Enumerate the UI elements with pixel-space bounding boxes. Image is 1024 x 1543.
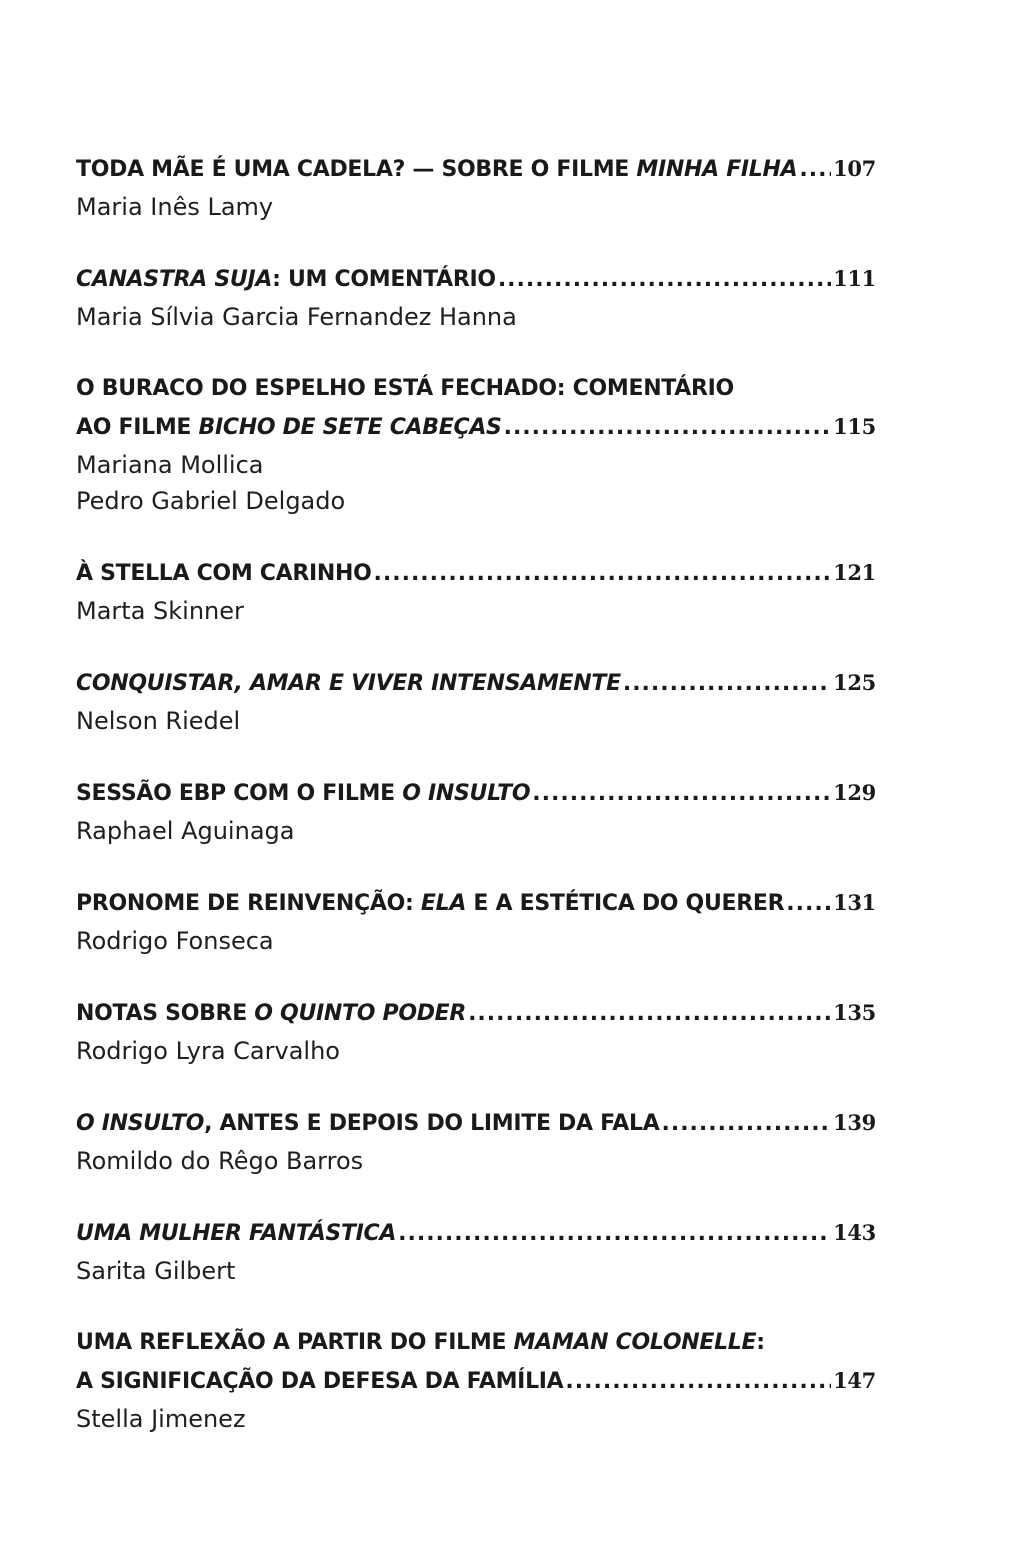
dot-leader bbox=[398, 1215, 831, 1253]
toc-entry-title bbox=[76, 408, 876, 447]
toc-author: Rodrigo Fonseca bbox=[76, 927, 274, 955]
toc-entry bbox=[76, 554, 876, 629]
toc-entry bbox=[76, 774, 876, 849]
toc-title-text: SESSÃO EBP COM O FILME O INSULTO bbox=[76, 781, 531, 806]
toc-page-number: 131 bbox=[833, 890, 876, 915]
toc-entry bbox=[76, 664, 876, 739]
toc-entry-title bbox=[76, 1104, 876, 1143]
toc-title-text: A SIGNIFICAÇÃO DA DEFESA DA FAMÍLIA bbox=[76, 1369, 564, 1394]
toc-page-number: 115 bbox=[833, 414, 876, 439]
dot-leader bbox=[623, 665, 831, 703]
toc-author: Romildo do Rêgo Barros bbox=[76, 1147, 364, 1175]
toc-title-text: CANASTRA SUJA: UM COMENTÁRIO bbox=[76, 267, 496, 292]
toc-author: Marta Skinner bbox=[76, 597, 244, 625]
toc-page-number: 135 bbox=[833, 1000, 876, 1025]
toc-title-text: À STELLA COM CARINHO bbox=[76, 561, 372, 586]
toc-author: Maria Inês Lamy bbox=[76, 193, 274, 221]
toc-entry-title bbox=[76, 260, 876, 299]
toc-entry bbox=[76, 150, 876, 225]
toc-title-text: O INSULTO, ANTES E DEPOIS DO LIMITE DA FALA bbox=[76, 1111, 660, 1136]
toc-entry-title bbox=[76, 774, 876, 813]
toc-title-text: UMA MULHER FANTÁSTICA bbox=[76, 1221, 397, 1246]
toc-page-number: 147 bbox=[833, 1368, 876, 1393]
toc-entry-title bbox=[76, 1214, 876, 1253]
toc-entry bbox=[76, 1104, 876, 1179]
dot-leader bbox=[468, 995, 831, 1033]
toc-entry bbox=[76, 1324, 876, 1437]
toc-entry bbox=[76, 1214, 876, 1289]
toc-page-number: 121 bbox=[833, 560, 876, 585]
toc-author: Rodrigo Lyra Carvalho bbox=[76, 1037, 340, 1065]
dot-leader bbox=[799, 151, 831, 189]
dot-leader bbox=[374, 555, 832, 593]
toc-entry-title bbox=[76, 994, 876, 1033]
toc-author: Nelson Riedel bbox=[76, 707, 241, 735]
toc-author: Stella Jimenez bbox=[76, 1405, 246, 1433]
toc-entry-title bbox=[76, 664, 876, 703]
toc-page-number: 143 bbox=[833, 1220, 876, 1245]
toc-entry bbox=[76, 370, 876, 519]
toc-entry-title bbox=[76, 1362, 876, 1401]
dot-leader bbox=[565, 1363, 831, 1401]
toc-page-number: 129 bbox=[833, 780, 876, 805]
toc-page-number: 139 bbox=[833, 1110, 876, 1135]
toc-entry bbox=[76, 994, 876, 1069]
toc-author: Mariana Mollica bbox=[76, 451, 264, 479]
table-of-contents bbox=[76, 150, 876, 1472]
dot-leader bbox=[661, 1105, 831, 1143]
toc-title-text: AO FILME BICHO DE SETE CABEÇAS bbox=[76, 415, 502, 440]
toc-title-text: TODA MÃE É UMA CADELA? — SOBRE O FILME MINHA FILHA bbox=[76, 157, 798, 182]
toc-entry-title bbox=[76, 554, 876, 593]
toc-entry bbox=[76, 884, 876, 959]
toc-page-number: 107 bbox=[833, 156, 876, 181]
toc-entry-title-line1: O BURACO DO ESPELHO ESTÁ FECHADO: COMENTÁRIO bbox=[76, 376, 734, 401]
toc-author: Raphael Aguinaga bbox=[76, 817, 295, 845]
toc-title-text: NOTAS SOBRE O QUINTO PODER bbox=[76, 1001, 467, 1026]
dot-leader bbox=[498, 261, 831, 299]
toc-title-text: PRONOME DE REINVENÇÃO: ELA E A ESTÉTICA DO QUERER bbox=[76, 891, 785, 916]
toc-entry-title bbox=[76, 150, 876, 189]
toc-page-number: 125 bbox=[833, 670, 876, 695]
toc-entry bbox=[76, 260, 876, 335]
dot-leader bbox=[532, 775, 831, 813]
toc-entry-title bbox=[76, 884, 876, 923]
toc-title-text: CONQUISTAR, AMAR E VIVER INTENSAMENTE bbox=[76, 671, 621, 696]
dot-leader bbox=[504, 409, 831, 447]
dot-leader bbox=[786, 885, 831, 923]
toc-author: Maria Sílvia Garcia Fernandez Hanna bbox=[76, 303, 517, 331]
toc-entry-title-line1: UMA REFLEXÃO A PARTIR DO FILME MAMAN COLONELLE: bbox=[76, 1330, 765, 1355]
toc-author: Sarita Gilbert bbox=[76, 1257, 236, 1285]
toc-author: Pedro Gabriel Delgado bbox=[76, 487, 346, 515]
toc-page-number: 111 bbox=[833, 266, 876, 291]
